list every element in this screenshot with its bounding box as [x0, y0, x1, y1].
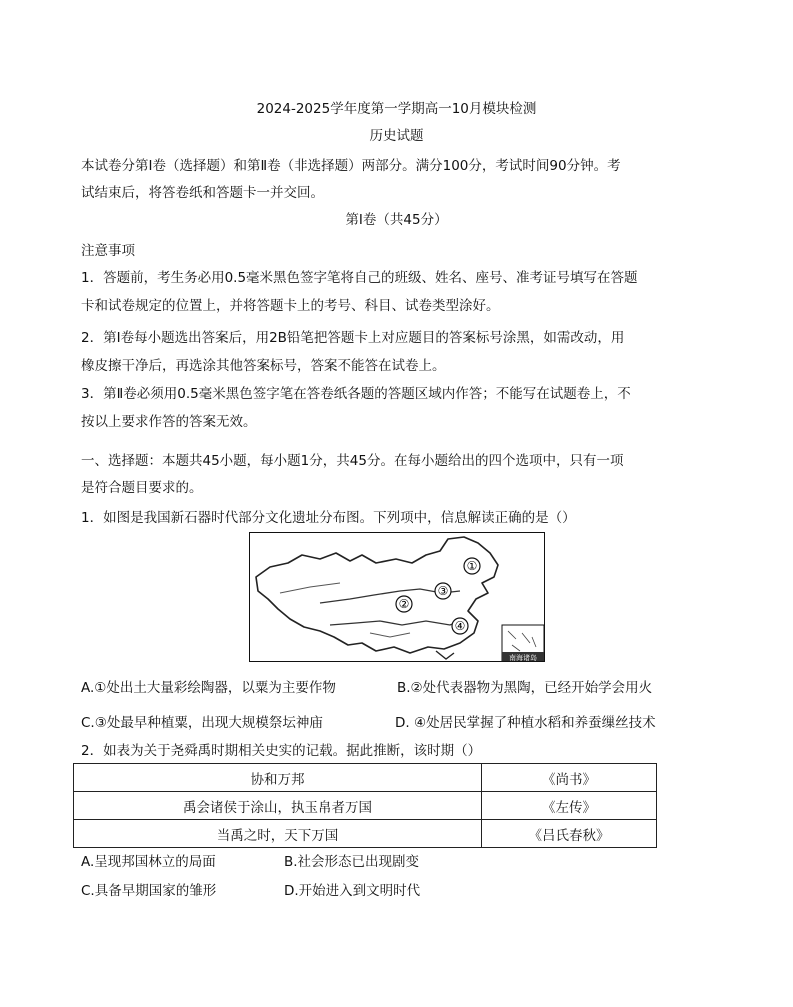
- note-2-line-1: 2．第Ⅰ卷每小题选出答案后，用2B铅笔把答题卡上对应题目的答案标号涂黑，如需改动，用: [81, 330, 625, 346]
- q2-option-a: A.呈现邦国林立的局面: [81, 854, 216, 870]
- records-table: [73, 763, 657, 848]
- neolithic-sites-map: [249, 532, 545, 662]
- table-cell-source: 《左传》: [482, 792, 657, 820]
- map-marker-3: ③: [437, 584, 449, 598]
- q1-option-c: C.③处最早种植粟，出现大规模祭坛神庙: [81, 715, 323, 731]
- q2-option-c: C.具备早期国家的雏形: [81, 883, 217, 899]
- intro-line-2: 试结束后，将答卷纸和答题卡一并交回。: [81, 185, 324, 201]
- china-map-icon: [250, 533, 545, 662]
- table-row: [74, 764, 657, 792]
- table-row: [74, 792, 657, 820]
- note-3-line-2: 按以上要求作答的答案无效。: [81, 414, 257, 430]
- note-3-line-1: 3．第Ⅱ卷必须用0.5毫米黑色签字笔在答卷纸各题的答题区域内作答；不能写在试题卷上，不: [81, 386, 631, 402]
- q1-option-a: A.①处出土大量彩绘陶器，以粟为主要作物: [81, 680, 336, 696]
- map-inset-label: 南海诸岛: [509, 654, 537, 662]
- notes-heading: 注意事项: [81, 243, 135, 259]
- q1-stem: 1．如图是我国新石器时代部分文化遗址分布图。下列项中，信息解读正确的是（）: [81, 510, 576, 526]
- part1-heading: 第Ⅰ卷（共45分）: [345, 212, 448, 228]
- table-row: [74, 820, 657, 848]
- section1-line-2: 是符合题目要求的。: [81, 480, 203, 496]
- table-cell-record: 当禹之时，天下万国: [74, 820, 482, 848]
- exam-title: 2024-2025学年度第一学期高一10月模块检测: [256, 101, 537, 117]
- note-1-line-2: 卡和试卷规定的位置上，并将答题卡上的考号、科目、试卷类型涂好。: [81, 298, 500, 314]
- note-1-line-1: 1．答题前，考生务必用0.5毫米黑色签字笔将自己的班级、姓名、座号、准考证号填写在答题: [81, 270, 638, 286]
- table-cell-source: 《尚书》: [482, 764, 657, 792]
- note-2-line-2: 橡皮擦干净后，再选涂其他答案标号，答案不能答在试卷上。: [81, 358, 446, 374]
- map-marker-4: ④: [454, 619, 466, 633]
- map-marker-2: ②: [398, 597, 410, 611]
- q1-option-d: D. ④处居民掌握了种植水稻和养蚕缫丝技术: [395, 715, 656, 731]
- q2-option-b: B.社会形态已出现剧变: [284, 854, 420, 870]
- q2-stem: 2．如表为关于尧舜禹时期相关史实的记载。据此推断，该时期（）: [81, 743, 482, 759]
- q2-option-d: D.开始进入到文明时代: [284, 883, 421, 899]
- intro-line-1: 本试卷分第Ⅰ卷（选择题）和第Ⅱ卷（非选择题）两部分。满分100分，考试时间90分钟。考: [81, 158, 621, 174]
- section1-line-1: 一、选择题：本题共45小题，每小题1分，共45分。在每小题给出的四个选项中，只有一项: [81, 453, 624, 469]
- q1-option-b: B.②处代表器物为黑陶，已经开始学会用火: [397, 680, 653, 696]
- table-cell-source: 《吕氏春秋》: [482, 820, 657, 848]
- map-marker-1: ①: [466, 559, 478, 573]
- table-cell-record: 禹会诸侯于涂山，执玉帛者万国: [74, 792, 482, 820]
- table-cell-record: 协和万邦: [74, 764, 482, 792]
- exam-subtitle: 历史试题: [369, 128, 424, 144]
